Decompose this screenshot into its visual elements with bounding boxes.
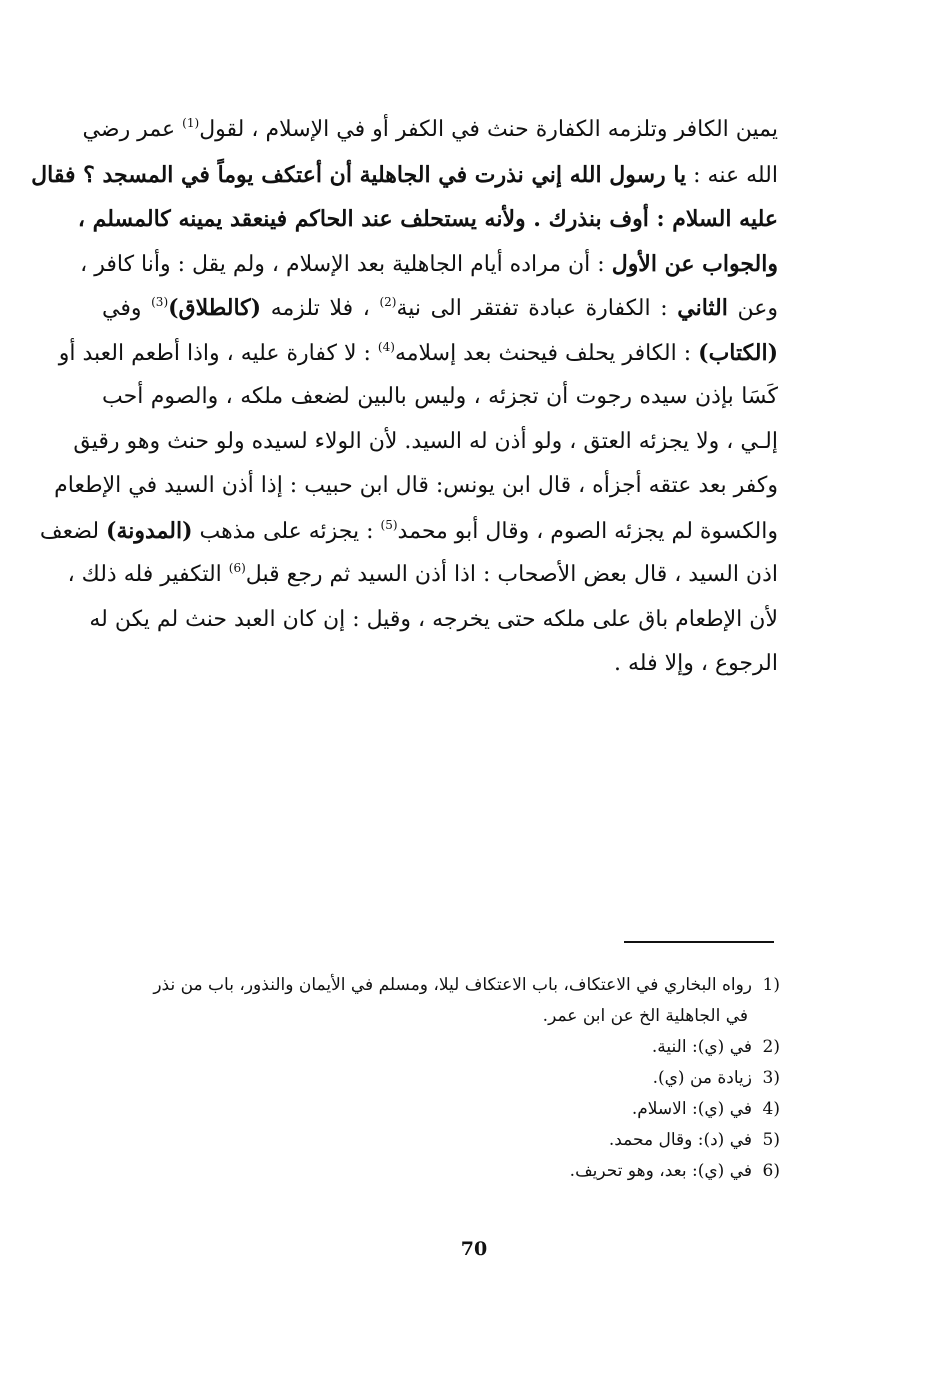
bold-text: (المدونة) bbox=[106, 517, 193, 544]
text-line bbox=[89, 598, 778, 643]
text-line bbox=[77, 197, 778, 242]
footnote-marker: (4) bbox=[377, 339, 395, 354]
text-run: : يجزئه على مذهب bbox=[192, 518, 381, 544]
footnote-number: 6) bbox=[762, 1161, 780, 1181]
footnote-marker: (1) bbox=[182, 116, 200, 130]
footnote-text: في (ي): بعد، وهو تحريف. bbox=[569, 1161, 752, 1181]
page-number: 70 bbox=[460, 1238, 488, 1260]
text-run: الله عنه : bbox=[686, 162, 778, 188]
footnote-number: 3) bbox=[762, 1068, 780, 1088]
text-line bbox=[73, 420, 778, 465]
bold-text: عليه السلام : أوف بنذرك . ولأنه يستحلف عند الحاكم فينعقد يمينه كالمسلم ، bbox=[77, 206, 778, 232]
footnote-text: في (ي): النية. bbox=[651, 1037, 752, 1057]
footnote bbox=[140, 1125, 780, 1156]
footnote-separator bbox=[624, 941, 774, 943]
text-run: اذن السيد ، قال بعض الأصحاب : اذا أذن السيد ثم رجع قبل bbox=[245, 562, 778, 587]
footnote-text: في (د): وقال محمد. bbox=[608, 1130, 752, 1150]
text-line bbox=[102, 642, 778, 687]
bold-text: (كالطلاق) bbox=[168, 295, 262, 321]
text-line bbox=[80, 242, 778, 287]
footnote-text: في (ي): الاسلام. bbox=[631, 1099, 752, 1119]
text-run: وفي bbox=[102, 296, 152, 321]
text-line bbox=[82, 108, 778, 153]
text-line bbox=[67, 553, 778, 598]
bold-text: (الكتاب) bbox=[698, 339, 778, 366]
text-run: وعن bbox=[727, 296, 778, 321]
text-run: : الكافر يحلف فيحنث بعد إسلامه bbox=[394, 340, 699, 366]
text-line bbox=[39, 509, 778, 554]
footnote-number: 1) bbox=[762, 975, 780, 995]
footnote-text: زيادة من (ي). bbox=[652, 1068, 752, 1088]
text-line bbox=[31, 153, 778, 198]
text-line bbox=[102, 375, 778, 420]
footnotes bbox=[140, 970, 780, 1187]
bold-text: والجواب عن الأول bbox=[611, 250, 778, 277]
text-run: وكفر بعد عتقه أجزأه ، قال ابن يونس: قال ابن حبيب : إذا أذن السيد في الإطعام bbox=[54, 473, 778, 498]
footnote bbox=[140, 1032, 780, 1063]
footnote bbox=[140, 970, 780, 1001]
text-run: لأن الإطعام باق على ملكه حتى يخرجه ، وقيل : إن كان العبد حنث لم يكن له bbox=[89, 606, 778, 632]
footnote bbox=[140, 1063, 780, 1094]
text-run: الرجوع ، وإلا فله . bbox=[614, 651, 778, 676]
bold-text: الثاني bbox=[677, 295, 728, 321]
footnote-marker: (3) bbox=[151, 295, 169, 309]
text-run: يمين الكافر وتلزمه الكفارة حنث في الكفر أو في الإسلام ، لقول bbox=[199, 117, 778, 142]
text-run: والكسوة لم يجزئه الصوم ، وقال أبو محمد bbox=[397, 518, 778, 544]
text-run: ، فلا تلزمه bbox=[261, 296, 380, 321]
footnote-marker: (6) bbox=[228, 561, 246, 575]
footnote-marker: (2) bbox=[379, 295, 397, 309]
text-run: التكفير فله ذلك ، bbox=[67, 562, 229, 587]
footnote bbox=[140, 1094, 780, 1125]
footnote-number: 4) bbox=[762, 1099, 780, 1119]
footnote bbox=[140, 1156, 780, 1187]
main-text bbox=[31, 108, 778, 687]
text-line bbox=[102, 286, 778, 331]
footnote-marker: (5) bbox=[380, 517, 398, 532]
footnote-continuation: في الجاهلية الخ عن ابن عمر. bbox=[542, 1006, 748, 1026]
text-line bbox=[54, 464, 778, 509]
text-line bbox=[58, 331, 778, 376]
text-run: لضعف bbox=[39, 518, 107, 544]
text-run: : الكفارة عبادة تفتقر الى نية bbox=[396, 296, 678, 321]
bold-text: يا رسول الله إني نذرت في الجاهلية أن أعتكف يوماً في المسجد ؟ فقال bbox=[31, 161, 687, 188]
text-run: : أن مراده أيام الجاهلية بعد الإسلام ، ولم يقل : وأنا كافر ، bbox=[80, 251, 612, 277]
text-run: إلـي ، ولا يجزئه العتق ، ولو أذن له السيد. لأن الولاء لسيده ولو حنث وهو رقيق bbox=[73, 428, 778, 454]
footnote-number: 5) bbox=[762, 1130, 780, 1150]
text-run: كَسَا بإذن سيده رجوت أن تجزئه ، وليس بالبين لضعف ملكه ، والصوم أحب bbox=[102, 384, 778, 409]
text-run: عمر رضي bbox=[82, 117, 183, 142]
footnote-number: 2) bbox=[762, 1037, 780, 1057]
text-run: : لا كفارة عليه ، واذا أطعم العبد أو bbox=[58, 340, 378, 366]
footnote-text: رواه البخاري في الاعتكاف، باب الاعتكاف ليلا، ومسلم في الأيمان والنذور، باب من نذر bbox=[153, 975, 752, 995]
